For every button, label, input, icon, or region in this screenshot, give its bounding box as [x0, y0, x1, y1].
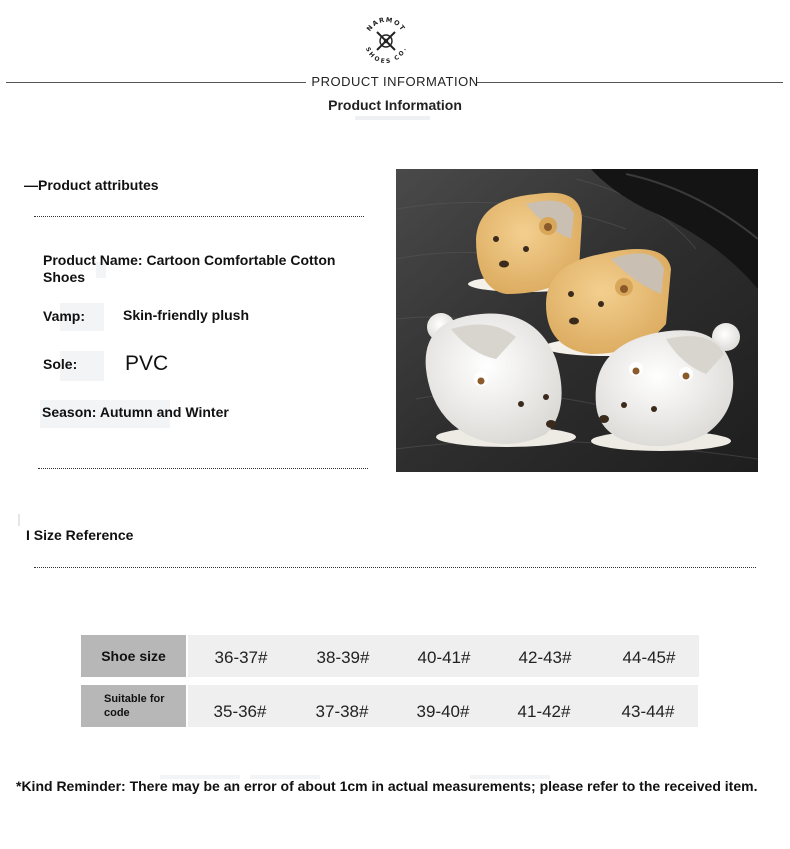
attr-vamp-label: Vamp: — [43, 308, 86, 324]
svg-text:SHOES CO. — [364, 46, 408, 65]
size-row2-cell: 35-36# — [213, 702, 267, 721]
header-divider-right — [477, 82, 783, 83]
kind-reminder: *Kind Reminder: There may be an error of about 1cm in actual measurements; please refer to the received item. — [16, 778, 758, 794]
attributes-divider-top — [34, 216, 364, 217]
crossed-tools-icon — [360, 14, 412, 66]
attr-sole-label: Sole: — [43, 356, 78, 372]
attr-product-name: Product Name: Cartoon Comfortable Cotton Shoes — [43, 252, 336, 285]
plush-bear-slippers-photo — [396, 169, 758, 472]
brand-logo — [360, 14, 412, 66]
size-row1-cell: 38-39# — [316, 648, 370, 667]
logo-bottom-text: SHOES CO. — [363, 46, 409, 66]
size-row2-cell: 37-38# — [315, 702, 369, 721]
subtitle-underline — [355, 116, 430, 120]
header-divider-left — [6, 82, 306, 83]
attributes-section-title: —Product attributes — [24, 177, 159, 193]
size-row1-cell: 40-41# — [417, 648, 471, 667]
size-row2-cell: 39-40# — [416, 702, 470, 721]
size-row1-cell: 44-45# — [622, 648, 676, 667]
size-row2-cell: 43-44# — [621, 702, 675, 721]
attributes-divider-bottom — [38, 468, 368, 469]
header-title: PRODUCT INFORMATION — [311, 74, 479, 89]
faint-mark — [18, 514, 20, 526]
size-divider — [34, 567, 756, 568]
size-row1-cell: 36-37# — [214, 648, 268, 667]
size-row1-label: Shoe size — [81, 635, 186, 677]
size-row2-cell: 41-42# — [517, 702, 571, 721]
attr-sole-value: PVC — [125, 352, 169, 375]
header-subtitle: Product Information — [328, 97, 462, 113]
size-row2-label-text: Suitable for code — [104, 693, 165, 719]
size-row1-cell: 42-43# — [518, 648, 572, 667]
size-row2-label — [81, 685, 186, 727]
attr-vamp-value: Skin-friendly plush — [123, 307, 250, 323]
attr-season: Season: Autumn and Winter — [42, 404, 229, 420]
size-section-title: I Size Reference — [26, 527, 134, 543]
logo-top-text: NARMOT — [365, 15, 408, 33]
svg-text:NARMOT — [365, 16, 407, 33]
